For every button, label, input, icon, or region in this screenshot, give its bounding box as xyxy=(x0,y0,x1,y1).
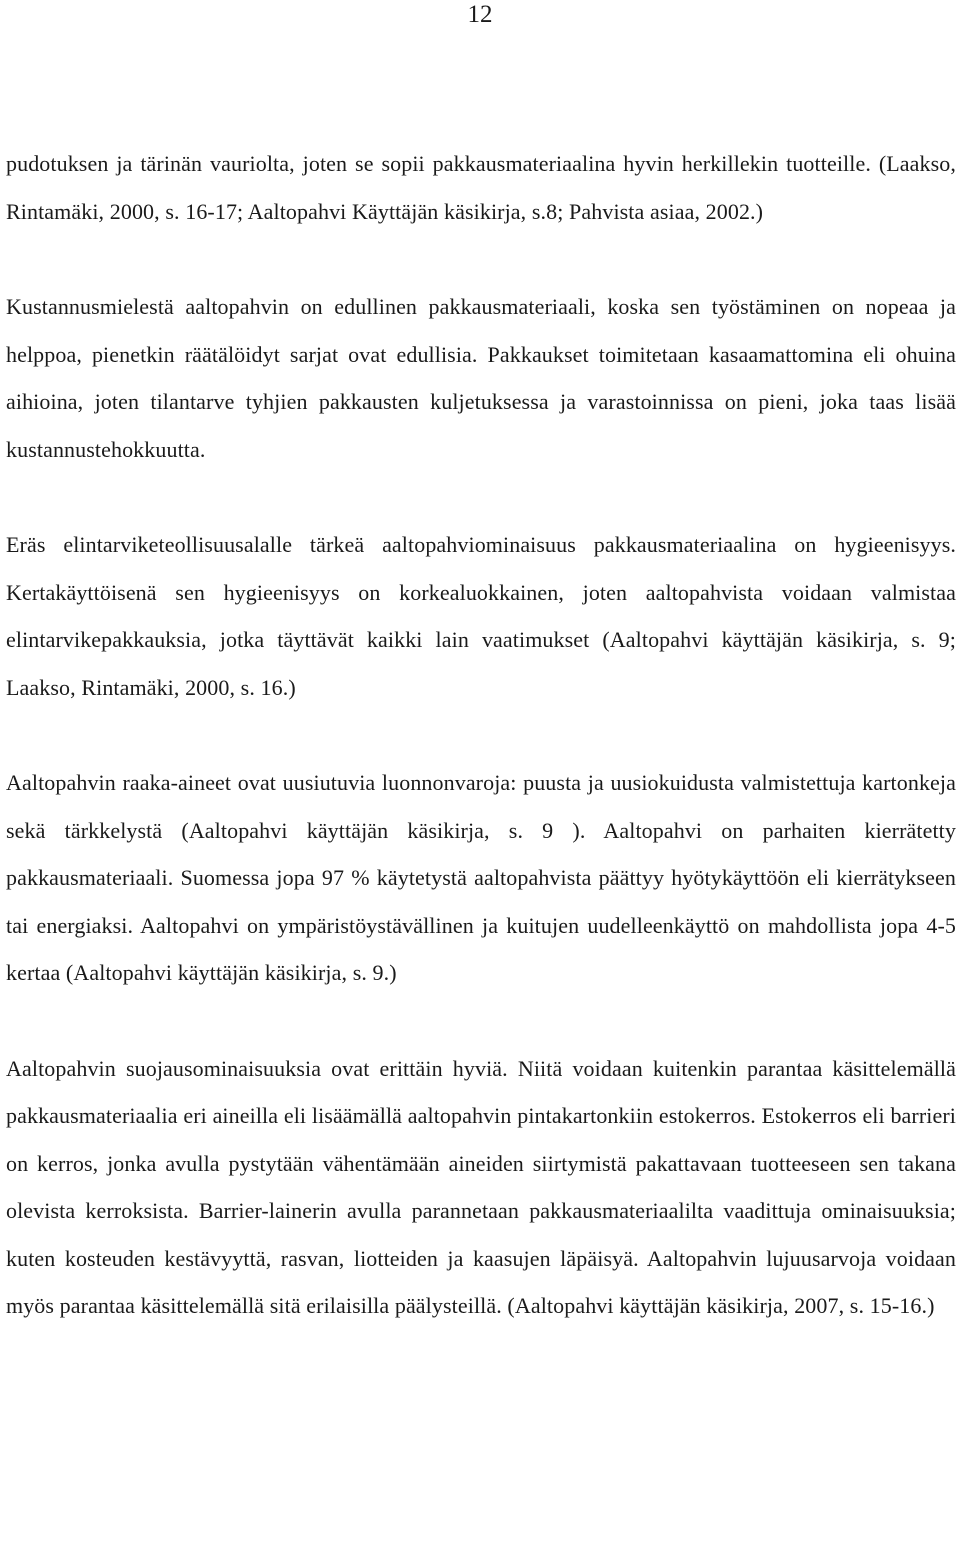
paragraph-3: Eräs elintarviketeollisuusalalle tärkeä aaltopahviominaisuus pakkausmateriaalina on hygieenisyys. Kertakäyttöisenä sen hygieenisyys on korkealuokkainen, joten aaltopahvista voidaan valmistaa elintarvikepakkauksia, jotka täyttävät kaikki lain vaatimukset (Aaltopahvi käyttäjän käsikirja, s. 9; Laakso, Rintamäki, 2000, s. 16.) xyxy=(6,532,956,700)
document-body xyxy=(6,140,956,1330)
paragraph-5: Aaltopahvin suojausominaisuuksia ovat erittäin hyviä. Niitä voidaan kuitenkin parantaa käsittelemällä pakkausmateriaalia eri aineilla eli lisäämällä aaltopahvin pintakartonkiin estokerros. Estokerros eli barrieri on kerros, jonka avulla pystytään vähentämään aineiden siirtymistä pakattavaan tuotteeseen sen takana olevista kerroksista. Barrier-lainerin avulla parannetaan pakkausmateriaalilta vaadittuja ominaisuuksia; kuten kosteuden kestävyyttä, rasvan, liotteiden ja kaasujen läpäisyä. Aaltopahvin lujuusarvoja voidaan myös parantaa käsittelemällä sitä erilaisilla päälysteillä. (Aaltopahvi käyttäjän käsikirja, 2007, s. 15-16.) xyxy=(6,1055,956,1318)
paragraph-2: Kustannusmielestä aaltopahvin on edullinen pakkausmateriaali, koska sen työstäminen on nopeaa ja helppoa, pienetkin räätälöidyt sarjat ovat edullisia. Pakkaukset toimitetaan kasaamattomina eli ohuina aihioina, joten tilantarve tyhjien pakkausten kuljetuksessa ja varastoinnissa on pieni, joka taas lisää kustannustehokkuutta. xyxy=(6,294,956,462)
paragraph-4: Aaltopahvin raaka-aineet ovat uusiutuvia luonnonvaroja: puusta ja uusiokuidusta valmistettuja kartonkeja sekä tärkkelystä (Aaltopahvi käyttäjän käsikirja, s. 9 ). Aaltopahvi on parhaiten kierrätetty pakkausmateriaali. Suomessa jopa 97 % käytetystä aaltopahvista päättyy hyötykäyttöön eli kierrätykseen tai energiaksi. Aaltopahvi on ympäristöystävällinen ja kuitujen uudelleenkäyttö on mahdollista jopa 4-5 kertaa (Aaltopahvi käyttäjän käsikirja, s. 9.) xyxy=(6,770,956,985)
paragraph-1: pudotuksen ja tärinän vauriolta, joten se sopii pakkausmateriaalina hyvin herkillekin tuotteille. (Laakso, Rintamäki, 2000, s. 16-17; Aaltopahvi Käyttäjän käsikirja, s.8; Pahvista asiaa, 2002.) xyxy=(6,151,956,224)
page-number: 12 xyxy=(467,1,493,28)
